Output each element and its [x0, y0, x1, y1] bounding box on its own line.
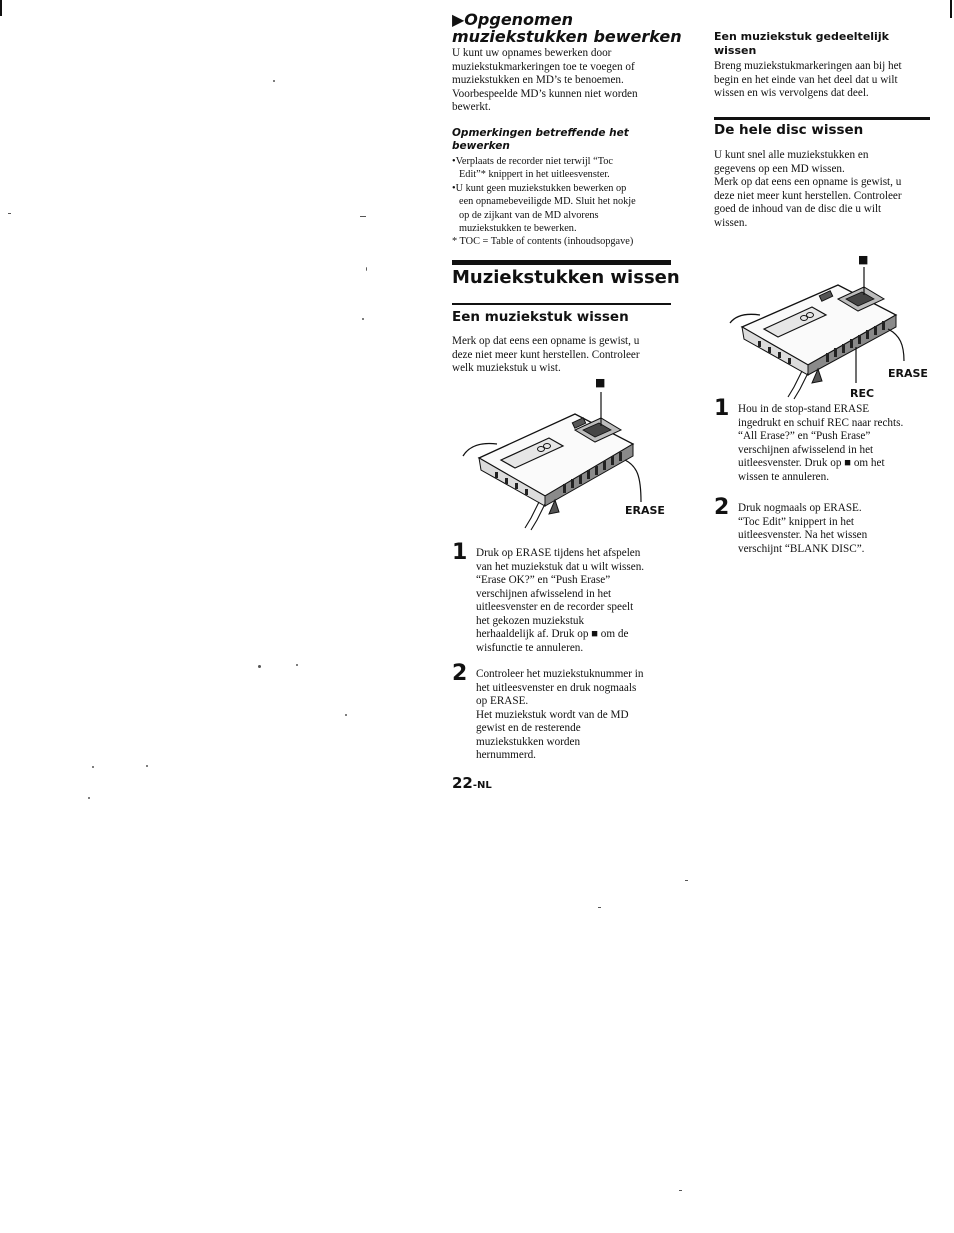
- stop-button-label: ■: [858, 253, 869, 266]
- md-recorder-illustration: [455, 378, 670, 533]
- text-line: uitleesvenster. Druk op ■ om het: [738, 457, 885, 469]
- text-line: Voorbespeelde MD’s kunnen niet worden: [452, 87, 638, 100]
- text-line: goed de inhoud van de disc die u wilt: [714, 203, 882, 215]
- text-line: het gekozen muziekstuk: [476, 614, 585, 627]
- text-line: deze niet meer kunt herstellen. Controleer: [452, 348, 640, 361]
- page-number: [452, 773, 492, 792]
- text-line: muziekstukmarkeringen toe te voegen of: [452, 60, 635, 73]
- text-line: Hou in de stop-stand ERASE: [738, 403, 870, 415]
- text-line: bewerkt.: [452, 101, 491, 113]
- note-line: een opnamebeveiligde MD. Sluit het nokje: [459, 196, 636, 208]
- note-line: •Verplaats de recorder niet terwijl “Toc: [452, 156, 613, 167]
- section-heading-whole: De hele disc wissen: [714, 122, 864, 138]
- section-rule: [714, 117, 930, 120]
- text-line: U kunt uw opnames bewerken door: [452, 47, 612, 59]
- single-intro-paragraph: [452, 335, 640, 376]
- stop-button-label: ■: [595, 376, 606, 389]
- editing-intro-paragraph: [452, 47, 638, 115]
- text-line: gewist en de resterende: [476, 722, 581, 734]
- rec-button-label: REC: [850, 387, 875, 400]
- text-line: verschijnt “BLANK DISC”.: [738, 542, 865, 555]
- text-line: Merk op dat eens een opname is gewist, u: [452, 335, 640, 347]
- text-line: verschijnen afwisselend in het: [738, 443, 874, 456]
- text-line: wissen.: [714, 216, 748, 229]
- text-line: ingedrukt en schuif REC naar rechts.: [738, 416, 904, 429]
- text-line: begin en het einde van het deel dat u wilt: [714, 73, 898, 86]
- note-line: Edit”* knippert in het uitleesvenster.: [459, 169, 610, 181]
- heading-line: ▶Opgenomen: [452, 10, 573, 29]
- text-line: muziekstukken en MD’s te benoemen.: [452, 74, 624, 86]
- text-line: hernummerd.: [476, 749, 536, 761]
- footnote-line: * TOC = Table of contents (inhoudsopgave): [452, 236, 634, 248]
- text-line: Controleer het muziekstuknummer in: [476, 668, 644, 680]
- step-number: 2: [452, 661, 468, 686]
- text-line: uitleesvenster. Na het wissen: [738, 529, 868, 541]
- text-line: welk muziekstuk u wist.: [452, 362, 561, 374]
- erase-button-label: ERASE: [888, 367, 928, 380]
- step-2-instructions: [476, 668, 643, 763]
- heading-line: Een muziekstuk gedeeltelijk: [714, 30, 889, 43]
- text-line: U kunt snel alle muziekstukken en: [714, 149, 869, 161]
- page-title: Muziekstukken wissen: [452, 267, 680, 288]
- text-line: Het muziekstuk wordt van de MD: [476, 708, 629, 721]
- note-line: •U kunt geen muziekstukken bewerken op: [452, 182, 627, 194]
- text-line: Druk nogmaals op ERASE.: [738, 502, 862, 514]
- step-number: 1: [714, 396, 730, 421]
- step-1-instructions: [476, 547, 644, 655]
- notes-heading: [452, 127, 629, 153]
- heading-line: muziekstukken bewerken: [452, 27, 682, 46]
- heading-line: Opmerkingen betreffende het: [452, 127, 629, 139]
- page-number-suffix: -NL: [472, 780, 492, 791]
- heading-line: bewerken: [452, 140, 510, 152]
- text-line: herhaaldelijk af. Druk op ■ om de: [476, 628, 629, 640]
- heading-line: wissen: [714, 43, 757, 57]
- text-line: “Erase OK?” en “Push Erase”: [476, 574, 611, 586]
- text-line: wisfunctie te annuleren.: [476, 641, 584, 654]
- notes-list: [452, 155, 636, 249]
- left-edge-mark: [0, 0, 2, 16]
- section-heading-partial: [714, 30, 889, 57]
- section-heading-single: Een muziekstuk wissen: [452, 309, 629, 325]
- step-number: 1: [452, 540, 468, 565]
- title-rule-bottom: [452, 303, 671, 305]
- erase-button-label: ERASE: [625, 504, 665, 517]
- note-line: op de zijkant van de MD alvorens: [459, 209, 599, 221]
- text-line: uitleesvenster en de recorder speelt: [476, 601, 634, 613]
- text-line: “All Erase?” en “Push Erase”: [738, 430, 871, 442]
- partial-intro-paragraph: [714, 60, 902, 101]
- text-line: Merk op dat eens een opname is gewist, u: [714, 176, 902, 188]
- title-rule-top: [452, 260, 671, 265]
- text-line: Druk op ERASE tijdens het afspelen: [476, 547, 641, 559]
- whole-intro-paragraph: [714, 149, 902, 230]
- whole-step-1-instructions: [738, 403, 903, 484]
- text-line: deze niet meer kunt herstellen. Controleer: [714, 189, 902, 202]
- text-line: het uitleesvenster en druk nogmaals: [476, 681, 637, 694]
- whole-step-2-instructions: [738, 502, 867, 556]
- text-line: gegevens op een MD wissen.: [714, 162, 845, 175]
- text-line: op ERASE.: [476, 695, 529, 707]
- step-number: 2: [714, 495, 730, 520]
- text-line: muziekstukken worden: [476, 735, 581, 748]
- md-recorder-illustration: [728, 255, 943, 405]
- text-line: van het muziekstuk dat u wilt wissen.: [476, 560, 645, 573]
- md-recorder-drawing: [728, 255, 943, 405]
- section-heading-editing: [452, 11, 682, 45]
- text-line: wissen te annuleren.: [738, 470, 830, 483]
- note-line: muziekstukken te bewerken.: [459, 223, 577, 235]
- text-line: Breng muziekstukmarkeringen aan bij het: [714, 60, 902, 72]
- page-number-value: 22: [452, 774, 473, 792]
- right-edge-mark: [950, 0, 952, 18]
- text-line: “Toc Edit” knippert in het: [738, 515, 855, 528]
- text-line: wissen en wis vervolgens dat deel.: [714, 87, 869, 99]
- text-line: verschijnen afwisselend in het: [476, 587, 612, 600]
